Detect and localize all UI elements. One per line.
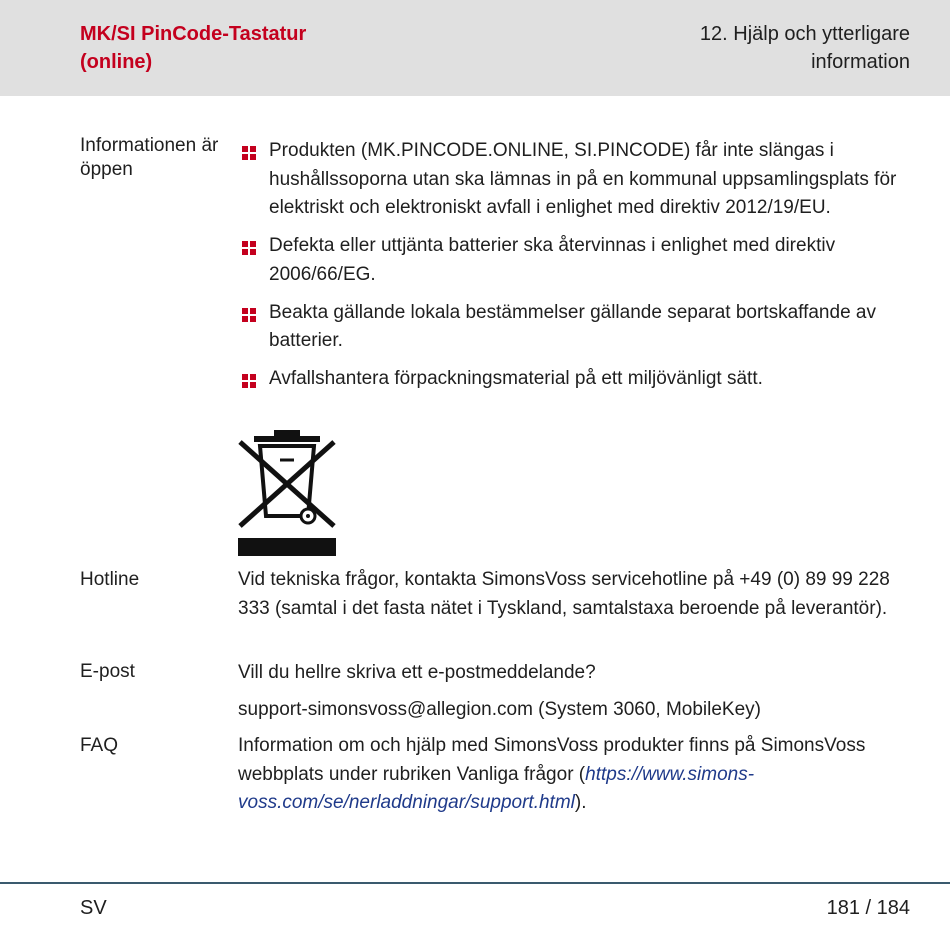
chapter-title-line1: 12. Hjälp och ytterligare [699, 23, 910, 45]
faq-label: FAQ [80, 735, 119, 756]
bullet-item [238, 365, 918, 394]
bullet-text: Beakta gällande lokala bestämmelser gällande separat bortskaffande av batterier. [269, 301, 876, 351]
document-title-line2: (online) [80, 51, 153, 73]
faq-text-before: Information om och hjälp med SimonsVoss produkter finns på SimonsVoss webbplats under rubriken Vanliga frågor ( [238, 735, 866, 785]
document-title [80, 20, 400, 76]
page-number: 181 / 184 [826, 897, 910, 919]
chapter-title-line2: information [811, 51, 910, 73]
support-link[interactable]: https://www.simons-voss.com/se/nerladdningar/support.html [238, 763, 755, 813]
email-label: E-post [80, 661, 135, 682]
footer-divider [0, 882, 950, 884]
email-address: support-simonsvoss@allegion.com (System 3060, MobileKey) [238, 699, 762, 720]
faq-text [238, 732, 918, 818]
crossed-out-wheelie-bin-icon [236, 428, 338, 558]
email-question: Vill du hellre skriva ett e-postmeddelande? [238, 662, 596, 683]
bullet-square-icon [242, 308, 256, 322]
bullet-text: Produkten (MK.PINCODE.ONLINE, SI.PINCODE) får inte slängas i hushållssoporna utan ska lämnas in på en kommunal uppsamlingsplats för elektriskt och elektroniskt avfall i enlighet med direktiv 2012/19/EU. [269, 140, 897, 218]
bullet-item [238, 232, 918, 289]
bullet-square-icon [242, 374, 256, 388]
bullet-square-icon [242, 241, 256, 255]
chapter-title [590, 20, 910, 76]
bullet-item [238, 299, 918, 356]
disposal-bullet-list [238, 137, 918, 403]
document-title-line1: MK/SI PinCode-Tastatur [80, 23, 307, 45]
bullet-text: Defekta eller uttjänta batterier ska återvinnas i enlighet med direktiv 2006/66/EG. [269, 235, 836, 285]
bullet-item [238, 137, 918, 223]
page-header [0, 0, 950, 96]
info-section-label: Informationen är öppen [80, 135, 219, 180]
bullet-square-icon [242, 146, 256, 160]
bullet-text: Avfallshantera förpackningsmaterial på ett miljövänligt sätt. [269, 368, 763, 389]
hotline-text: Vid tekniska frågor, kontakta SimonsVoss servicehotline på +49 (0) 89 99 228 333 (samtal i det fasta nätet i Tyskland, samtalstaxa beroende på leverantör). [238, 569, 890, 619]
hotline-label: Hotline [80, 569, 140, 590]
footer-language: SV [80, 897, 107, 919]
faq-text-after: ). [574, 792, 587, 813]
